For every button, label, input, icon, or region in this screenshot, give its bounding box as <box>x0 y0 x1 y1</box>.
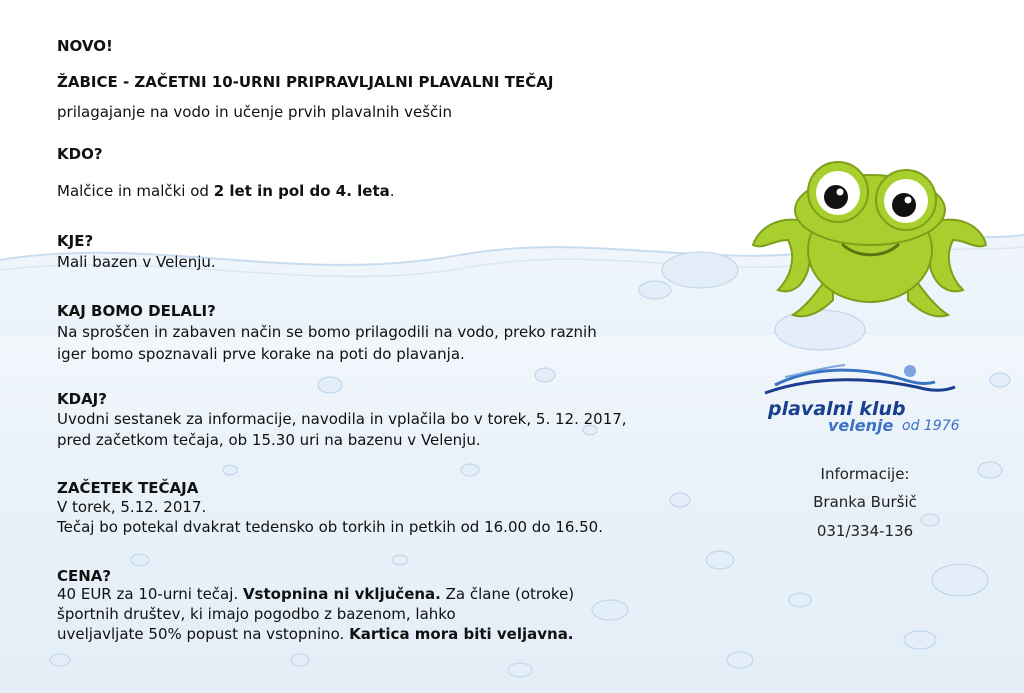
info-phone: 031/334-136 <box>816 522 914 540</box>
kdaj-heading: KDAJ? <box>57 390 107 408</box>
logo-city: velenje <box>828 416 894 435</box>
kdaj-line-1: Uvodni sestanek za informacije, navodila in vplačila bo v torek, 5. 12. 2017, <box>57 410 627 428</box>
kdaj-line-2: pred začetkom tečaja, ob 15.30 uri na bazenu v Velenju. <box>57 431 481 449</box>
info-person: Branka Buršič <box>813 493 917 511</box>
cena-price: 40 EUR za 10-urni tečaj. <box>57 585 243 603</box>
kdo-age-range: 2 let in pol do 4. leta <box>213 182 390 200</box>
cena-discount: uveljavljate 50% popust na vstopnino. <box>57 625 350 643</box>
cena-card-valid: Kartica mora biti veljavna. <box>349 625 574 643</box>
frog-mascot <box>748 150 988 330</box>
course-title: ŽABICE - ZAČETNI 10-URNI PRIPRAVLJALNI PLAVALNI TEČAJ <box>57 73 554 91</box>
cena-members: Za člane (otroke) <box>440 585 575 603</box>
kdo-text-start: Malčice in malčki od <box>57 182 214 200</box>
cena-line-1 <box>57 585 574 603</box>
cena-heading: CENA? <box>57 567 112 585</box>
zacetek-line-2: Tečaj bo potekal dvakrat tedensko ob torkih in petkih od 16.00 do 16.50. <box>57 518 603 536</box>
cena-entry-not-included: Vstopnina ni vključena. <box>242 585 441 603</box>
cena-line-3 <box>57 625 574 643</box>
course-subtitle: prilagajanje na vodo in učenje prvih plavalnih veščin <box>57 103 452 121</box>
novo-heading: NOVO! <box>57 37 113 55</box>
kaj-heading: KAJ BOMO DELALI? <box>57 302 216 320</box>
cena-line-2: športnih društev, ki imajo pogodbo z bazenom, lahko <box>57 605 456 623</box>
info-label: Informacije: <box>820 465 910 483</box>
zacetek-line-1: V torek, 5.12. 2017. <box>57 498 207 516</box>
kdo-text-end: . <box>389 182 395 200</box>
kje-heading: KJE? <box>57 232 94 250</box>
kaj-line-2: iger bomo spoznavali prve korake na poti do plavanja. <box>57 345 465 363</box>
kdo-heading: KDO? <box>57 145 103 163</box>
kdo-text <box>57 182 395 200</box>
logo-club-name: plavalni klub <box>768 398 906 420</box>
zacetek-heading: ZAČETEK TEČAJA <box>57 479 199 497</box>
kaj-line-1: Na sproščen in zabaven način se bomo prilagodili na vodo, preko raznih <box>57 323 597 341</box>
logo-since: od 1976 <box>902 418 960 434</box>
kje-text: Mali bazen v Velenju. <box>57 253 216 271</box>
